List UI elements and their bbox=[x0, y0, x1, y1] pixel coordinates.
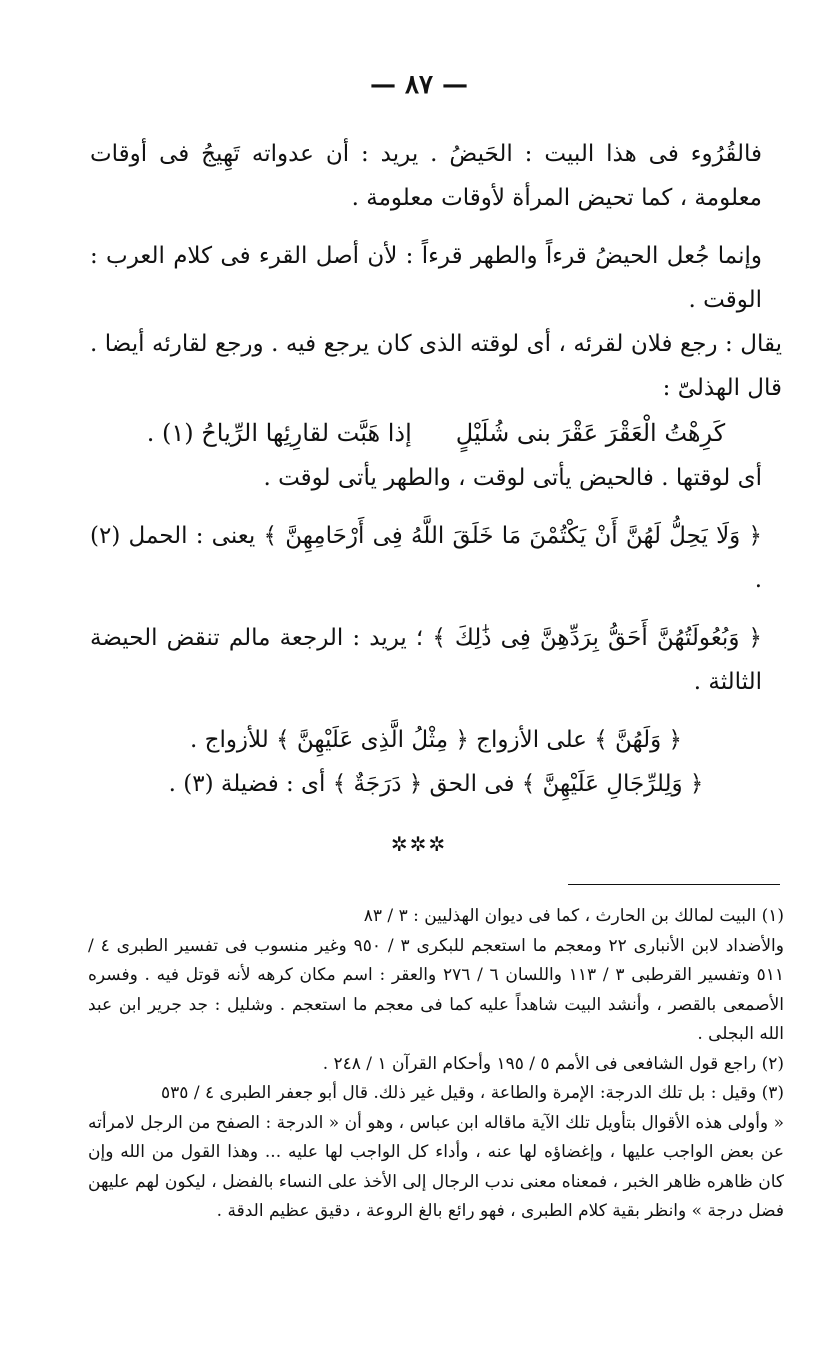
footnote-3-heading: (٣) وقيل : بل تلك الدرجة: الإمرة والطاعة ، وقيل غير ذلك. قال أبو جعفر الطبرى ٤ / ٥٣٥ bbox=[161, 1083, 784, 1103]
footnote-divider bbox=[568, 884, 780, 885]
poetry-verse bbox=[90, 410, 782, 456]
paragraph-qur-origin: وإنما جُعل الحيضُ قرءاً والطهر قرءاً : لأن أصل القرء فى كلام العرب : الوقت . bbox=[90, 243, 762, 313]
footnote-1-body: والأضداد لابن الأنبارى ٢٢ ومعجم ما استعجم للبكرى ٣ / ٩٥٠ وغير منسوب فى تفسير الطبرى ٤ / ٥١١ وتفسير القرطبى ٣ / ١١٣ واللسان ٦ / ٢٧٦ والعقر : اسم مكان كرهه لأنه قوتل فيه . وفسره الأصمعى بالقصر ، وأنشد البيت شاهداً عليه كما فى معجم ما استعجم . وشليل : جد جرير ابن عبد الله البجلى . bbox=[88, 935, 784, 1044]
paragraph-qur-usage: يقال : رجع فلان لقرئه ، أى لوقته الذى كان يرجع فيه . ورجع لقارئه أيضا . قال الهذلىّ : bbox=[90, 331, 782, 401]
paragraph-qur-meaning: فالقُرُوء فى هذا البيت : الحَيضُ . يريد : أن عدواته تَهِيجُ فى أوقات معلومة ، كما تحيض المرأة لأوقات معلومة . bbox=[90, 141, 762, 211]
paragraph-verse-conceal: ﴿ وَلَا يَحِلُّ لَهُنَّ أَنْ يَكْتُمْنَ مَا خَلَقَ اللَّهُ فِى أَرْحَامِهِنَّ ﴾ يعنى : الحمل (٢) . bbox=[90, 523, 762, 593]
paragraph-verse-degree: ﴿ وَلِلرِّجَالِ عَلَيْهِنَّ ﴾ فى الحق ﴿ دَرَجَةٌ ﴾ أى : فضيلة (٣) . bbox=[168, 771, 704, 797]
main-text bbox=[90, 132, 782, 806]
footnote-3-body: « وأولى هذه الأقوال بتأويل تلك الآية ماقاله ابن عباس ، وهو أن « الدرجة : الصفح من الرجل لامرأته عن بعض الواجب عليها ، وإغضاؤه لها عنه ، وأداء كل الواجب لها عليه ... وهذا القول من الله وإن كان ظاهره ظاهر الخبر ، فمعناه معنى ندب الرجال إلى الأخذ على النساء بالفضل ، ليكون لهم عليهن فضل درجة » وانظر بقية كلام الطبرى ، فهو رائع بالغ الروعة ، دقيق عظيم الدقة . bbox=[88, 1112, 784, 1221]
footnote-1-heading: (١) البيت لمالك بن الحارث ، كما فى ديوان الهذليين : ٣ / ٨٣ bbox=[363, 906, 784, 926]
verse-second-hemistich: إذا هَبَّت لقارِئِها الرِّياحُ (١) . bbox=[146, 419, 412, 447]
footnotes bbox=[88, 902, 784, 1227]
paragraph-verse-husbands: ﴿ وَبُعُولَتُهُنَّ أَحَقُّ بِرَدِّهِنَّ فِى ذَٰلِكَ ﴾ ؛ يريد : الرجعة مالم تنقض الحيضة الثالثة . bbox=[90, 625, 762, 695]
page-number: — ٨٧ — bbox=[369, 70, 469, 100]
paragraph-qur-time: أى لوقتها . فالحيض يأتى لوقت ، والطهر يأتى لوقت . bbox=[263, 465, 762, 491]
verse-first-hemistich: كَرِهْتُ الْعَقْرَ عَقْرَ بنى شُلَيْلٍ bbox=[455, 419, 726, 447]
section-separator: ✲✲✲ bbox=[390, 832, 448, 856]
paragraph-verse-rights: ﴿ وَلَهُنَّ ﴾ على الأزواج ﴿ مِثْلُ الَّذِى عَلَيْهِنَّ ﴾ للأزواج . bbox=[189, 727, 683, 753]
footnote-2: (٢) راجع قول الشافعى فى الأمم ٥ / ١٩٥ وأحكام القرآن ١ / ٢٤٨ . bbox=[322, 1053, 784, 1074]
